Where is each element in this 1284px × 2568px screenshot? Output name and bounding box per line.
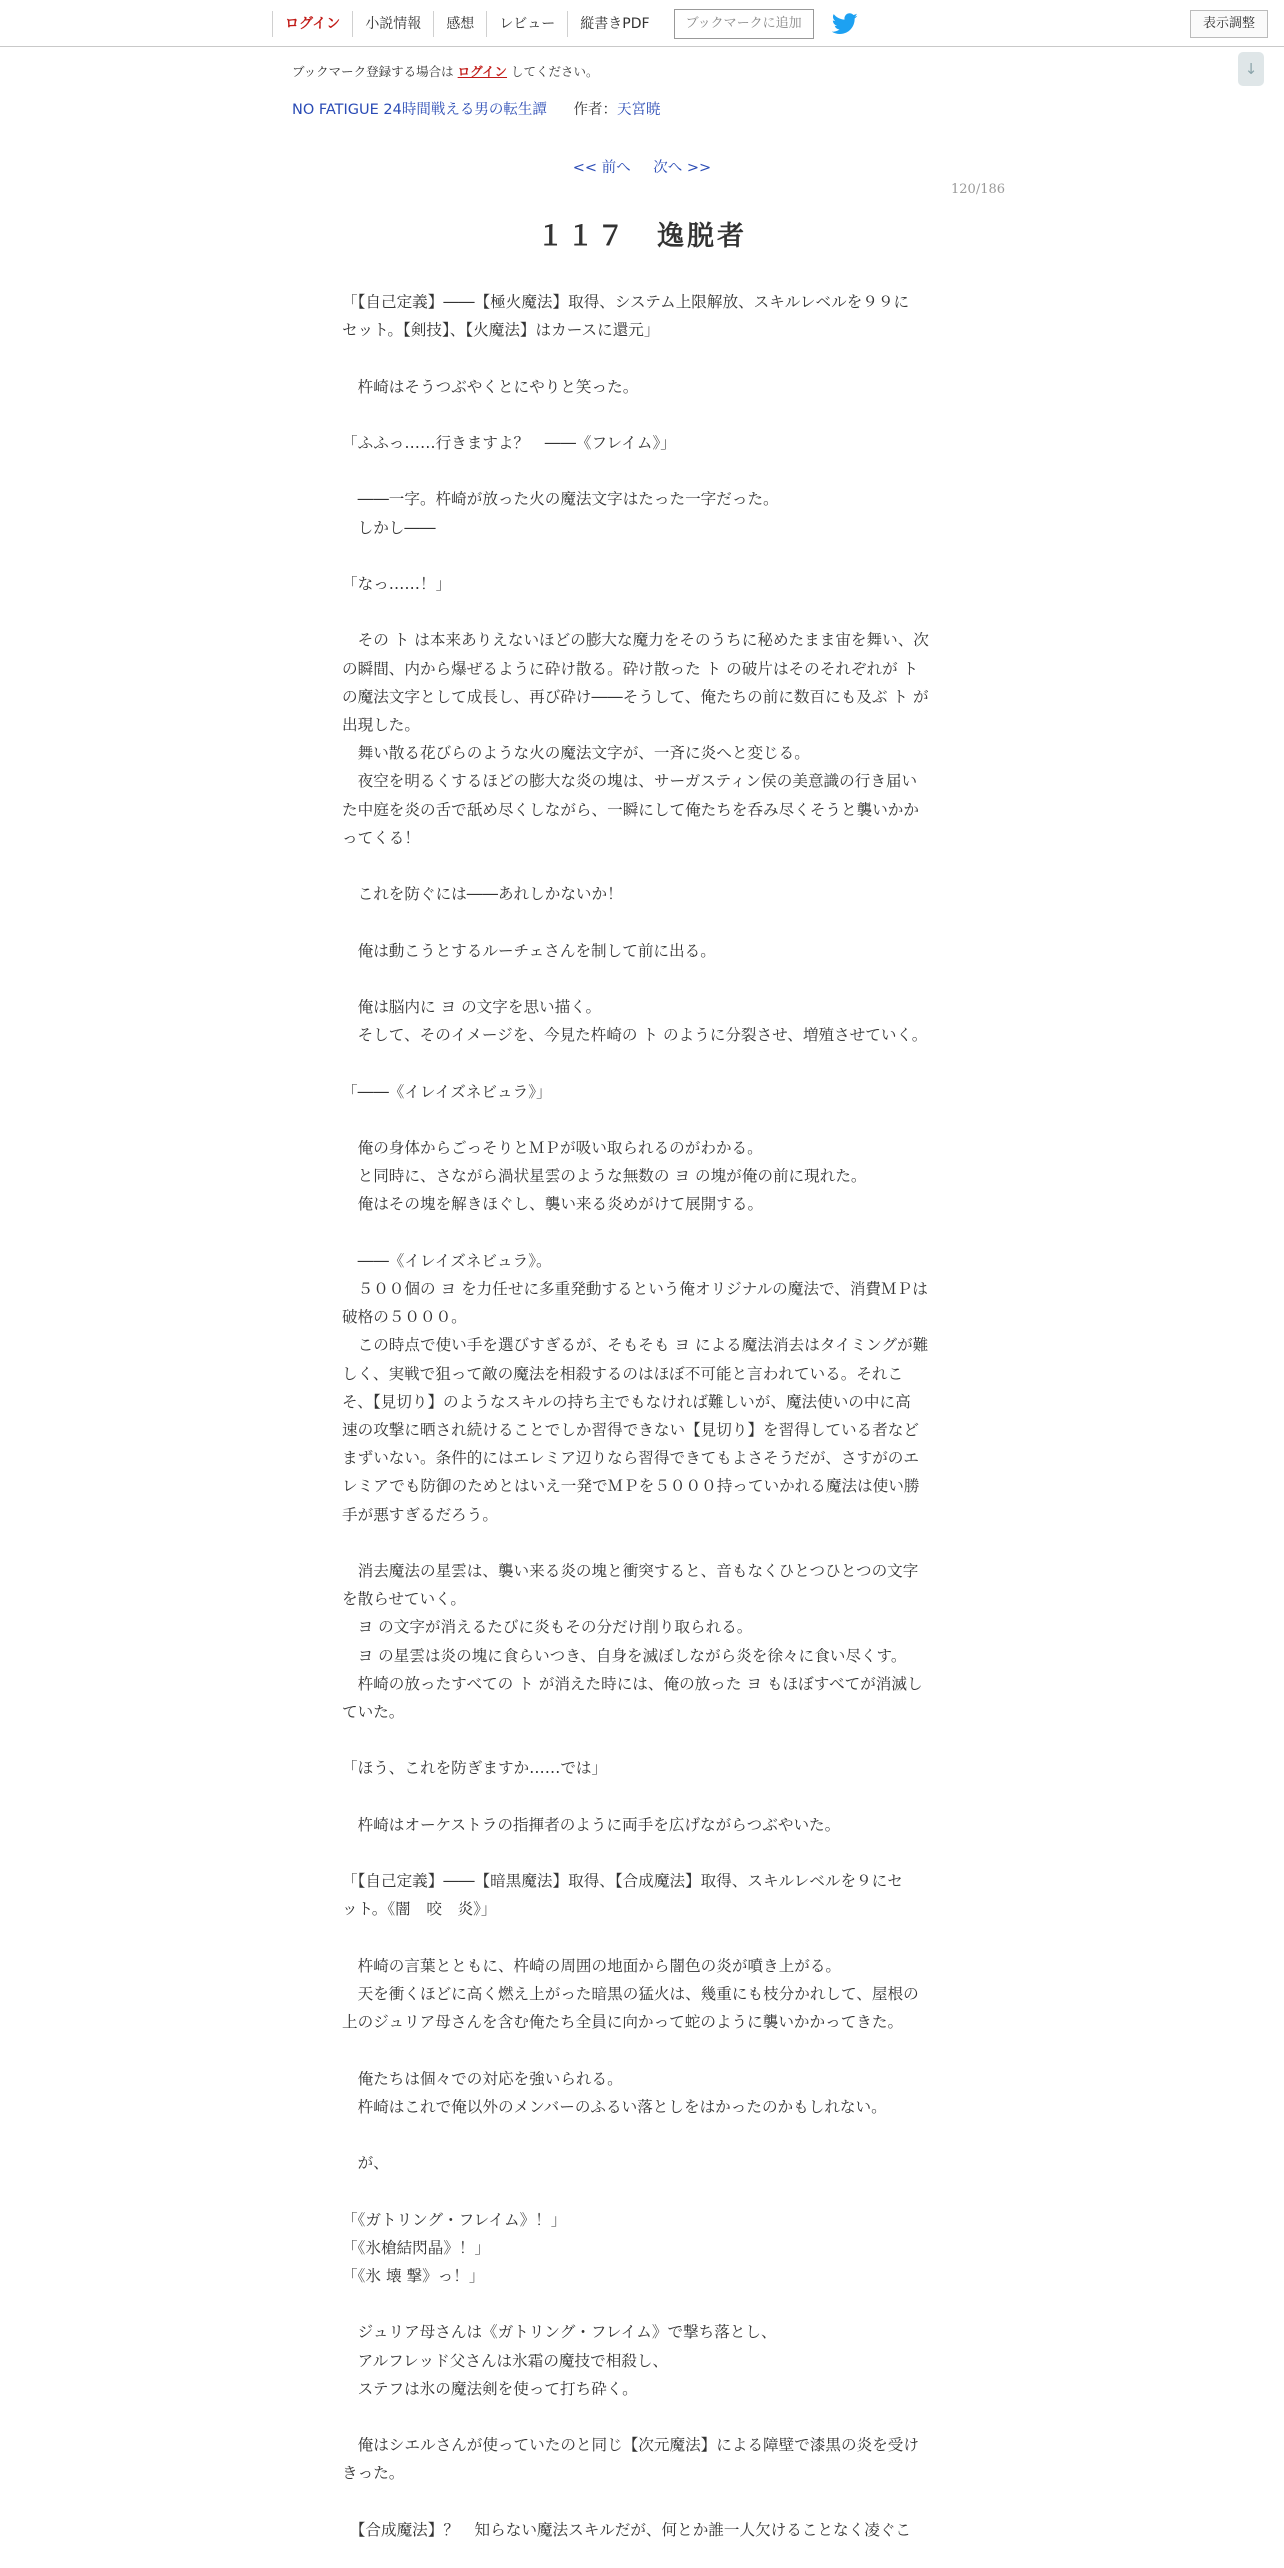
- body-line: [342, 401, 942, 429]
- body-line: 破格の５０００。: [342, 1308, 467, 1327]
- body-line: [342, 1529, 942, 1557]
- body-line: 天を衝くほどに高く燃え上がった暗黒の猛火は、幾重にも枝分かれして、屋根の: [342, 1984, 919, 2003]
- body-line: を散らせていく。: [342, 1590, 466, 1609]
- add-bookmark-button[interactable]: ブックマークに追加: [674, 9, 814, 39]
- nav-impressions[interactable]: 感想: [433, 11, 486, 37]
- body-line: が、: [342, 2154, 389, 2173]
- body-line: た中庭を炎の舌で舐め尽くしながら、一瞬にして俺たちを呑み尽くそうと襲いかか: [342, 800, 919, 819]
- body-line: [342, 1726, 942, 1754]
- body-line: この時点で使い手を選びすぎるが、そもそも ヨ による魔法消去はタイミングが難: [342, 1336, 929, 1355]
- body-line: まずいない。条件的にはエレミア辺りなら習得できてもよさそうだが、さすがのエ: [342, 1449, 919, 1468]
- author-link[interactable]: 天宮暁: [616, 102, 661, 118]
- body-line: [342, 1783, 942, 1811]
- body-line: [342, 965, 942, 993]
- body-line: [342, 542, 942, 570]
- body-line: しかし――: [342, 518, 436, 537]
- body-line: [342, 2290, 942, 2318]
- body-line: ってくる！: [342, 828, 420, 847]
- body-line: 出現した。: [342, 715, 420, 734]
- login-note-before: ブックマーク登録する場合は: [292, 64, 454, 79]
- body-line: 俺の身体からごっそりとＭＰが吸い取られるのがわかる。: [342, 1138, 763, 1157]
- page-number: 120/186: [951, 182, 1006, 197]
- body-line: [342, 852, 942, 880]
- body-line: 「ほう、これを防ぎますか……では」: [342, 1759, 608, 1778]
- display-settings-button[interactable]: 表示調整: [1190, 10, 1268, 38]
- body-line: と同時に、さながら渦状星雲のような無数の ヨ の塊が俺の前に現れた。: [342, 1167, 867, 1186]
- body-line: 「――《イレイズネビュラ》」: [342, 1082, 552, 1101]
- body-line: 「《氷 壊 撃》っ！」: [342, 2266, 485, 2285]
- nav-review[interactable]: レビュー: [486, 11, 567, 37]
- body-line: 俺は脳内に ヨ の文字を思い描く。: [342, 997, 602, 1016]
- body-line: セット。【剣技】、【火魔法】はカースに還元」: [342, 321, 660, 340]
- body-line: [342, 598, 942, 626]
- next-chapter-link[interactable]: 次へ >>: [653, 160, 712, 176]
- body-line: 上のジュリア母さんを含む俺たち全員に向かって蛇のように襲いかかってきた。: [342, 2013, 904, 2032]
- body-line: ていた。: [342, 1702, 405, 1721]
- body-line: 俺はその塊を解きほぐし、襲い来る炎めがけて展開する。: [342, 1195, 764, 1214]
- bookmark-login-note: [292, 62, 599, 80]
- body-line: ――一字。杵崎が放った火の魔法文字はたった一字だった。: [342, 490, 779, 509]
- body-line: 「【自己定義】――【暗黒魔法】取得、【合成魔法】取得、スキルレベルを９にセ: [342, 1872, 903, 1891]
- body-line: [342, 2403, 942, 2431]
- body-line: の瞬間、内から爆ぜるように砕け散る。砕け散った ト の破片はそのそれぞれが ト: [342, 659, 919, 678]
- body-line: ジュリア母さんは《ガトリング・フレイム》で撃ち落とし、: [342, 2323, 777, 2342]
- body-line: 手が悪すぎるだろう。: [342, 1505, 498, 1524]
- body-line: 速の攻撃に晒され続けることでしか習得できない【見切り】を習得している者など: [342, 1420, 919, 1439]
- login-note-after: してください。: [511, 64, 599, 79]
- novel-info-line: [292, 98, 660, 119]
- body-line: その ト は本来ありえないほどの膨大な魔力をそのうちに秘めたまま宙を舞い、次: [342, 631, 929, 650]
- top-nav: [272, 9, 858, 39]
- twitter-icon[interactable]: [832, 13, 858, 35]
- body-line: ５００個の ヨ を力任せに多重発動するという俺オリジナルの魔法で、消費ＭＰは: [342, 1279, 928, 1298]
- body-line: 「《ガトリング・フレイム》！」: [342, 2210, 567, 2229]
- body-line: 夜空を明るくするほどの膨大な炎の塊は、サーガスティン侯の美意識の行き届い: [342, 772, 918, 791]
- body-line: 杵崎はそうつぶやくとにやりと笑った。: [342, 377, 639, 396]
- body-line: [342, 1839, 942, 1867]
- body-line: アルフレッド父さんは氷霜の魔技で相殺し、: [342, 2351, 669, 2370]
- body-line: 俺はシエルさんが使っていたのと同じ【次元魔法】による障壁で漆黒の炎を受け: [342, 2436, 919, 2455]
- body-line: ――《イレイズネビュラ》。: [342, 1251, 552, 1270]
- chapter-title: １１７ 逸脱者: [537, 221, 747, 252]
- body-line: [342, 457, 942, 485]
- body-line: ステフは氷の魔法剣を使って打ち砕く。: [342, 2379, 638, 2398]
- body-line: これを防ぐには――あれしかないか！: [342, 885, 623, 904]
- body-line: 消去魔法の星雲は、襲い来る炎の塊と衝突すると、音もなくひとつひとつの文字: [342, 1561, 919, 1580]
- body-line: 杵崎はこれで俺以外のメンバーのふるい落としをはかったのかもしれない。: [342, 2097, 887, 2116]
- body-line: ヨ の文字が消えるたびに炎もその分だけ削り取られる。: [342, 1618, 753, 1637]
- body-line: 【合成魔法】？ 知らない魔法スキルだが、何とか誰一人欠けることなく凌ぐこ: [342, 2520, 912, 2539]
- login-note-link[interactable]: ログイン: [457, 64, 508, 79]
- body-line: 杵崎の放ったすべての ト が消えた時には、俺の放った ヨ もほぼすべてが消滅し: [342, 1674, 923, 1693]
- body-line: [342, 1219, 942, 1247]
- novel-body: [342, 288, 942, 2544]
- body-line: [342, 2488, 942, 2516]
- body-line: そして、そのイメージを、今見た杵崎の ト のように分裂させ、増殖させていく。: [342, 1026, 928, 1045]
- author-label: 作者：: [573, 102, 617, 118]
- body-line: [342, 2036, 942, 2064]
- nav-vertical-pdf[interactable]: 縦書きPDF: [567, 11, 661, 37]
- body-line: [342, 2177, 942, 2205]
- body-line: 「【自己定義】――【極火魔法】取得、システム上限解放、スキルレベルを９９に: [342, 293, 910, 311]
- nav-novel-info[interactable]: 小説情報: [352, 11, 433, 37]
- body-line: [342, 1106, 942, 1134]
- body-line: [342, 1924, 942, 1952]
- body-line: [342, 2121, 942, 2149]
- top-header: [0, 0, 1284, 47]
- scroll-down-icon[interactable]: ↓: [1238, 52, 1264, 86]
- body-line: 杵崎の言葉とともに、杵崎の周囲の地面から闇色の炎が噴き上がる。: [342, 1956, 842, 1975]
- body-line: [342, 1049, 942, 1077]
- body-line: レミアでも防御のためとはいえ一発でＭＰを５０００持っていかれる魔法は使い勝: [342, 1477, 920, 1496]
- novel-title-link[interactable]: NO FATIGUE 24時間戦える男の転生譚: [292, 102, 547, 118]
- body-line: 杵崎はオーケストラの指揮者のように両手を広げながらつぶやいた。: [342, 1815, 841, 1834]
- body-line: きった。: [342, 2464, 405, 2483]
- body-line: しく、実戦で狙って敵の魔法を相殺するのはほぼ不可能と言われている。それこ: [342, 1364, 904, 1383]
- body-line: 「なっ……！」: [342, 574, 452, 593]
- body-line: の魔法文字として成長し、再び砕け――そうして、俺たちの前に数百にも及ぶ ト が: [342, 687, 929, 706]
- chapter-pager: [0, 156, 1284, 177]
- body-line: [342, 344, 942, 372]
- body-line: 「ふふっ……行きますよ？ ――《フレイム》」: [342, 433, 676, 452]
- body-line: ット。《闇 咬 炎》」: [342, 1900, 497, 1919]
- body-line: 俺は動こうとするルーチェさんを制して前に出る。: [342, 941, 716, 960]
- body-line: 「《氷槍結閃晶》！」: [342, 2238, 491, 2257]
- body-line: [342, 908, 942, 936]
- prev-chapter-link[interactable]: << 前へ: [572, 160, 631, 176]
- nav-login[interactable]: ログイン: [272, 11, 352, 37]
- body-line: ヨ の星雲は炎の塊に食らいつき、自身を滅ぼしながら炎を徐々に食い尽くす。: [342, 1646, 907, 1665]
- body-line: 俺たちは個々での対応を強いられる。: [342, 2069, 623, 2088]
- body-line: そ、【見切り】のようなスキルの持ち主でもなければ難しいが、魔法使いの中に高: [342, 1392, 911, 1411]
- body-line: 舞い散る花びらのような火の魔法文字が、一斉に炎へと変じる。: [342, 744, 810, 763]
